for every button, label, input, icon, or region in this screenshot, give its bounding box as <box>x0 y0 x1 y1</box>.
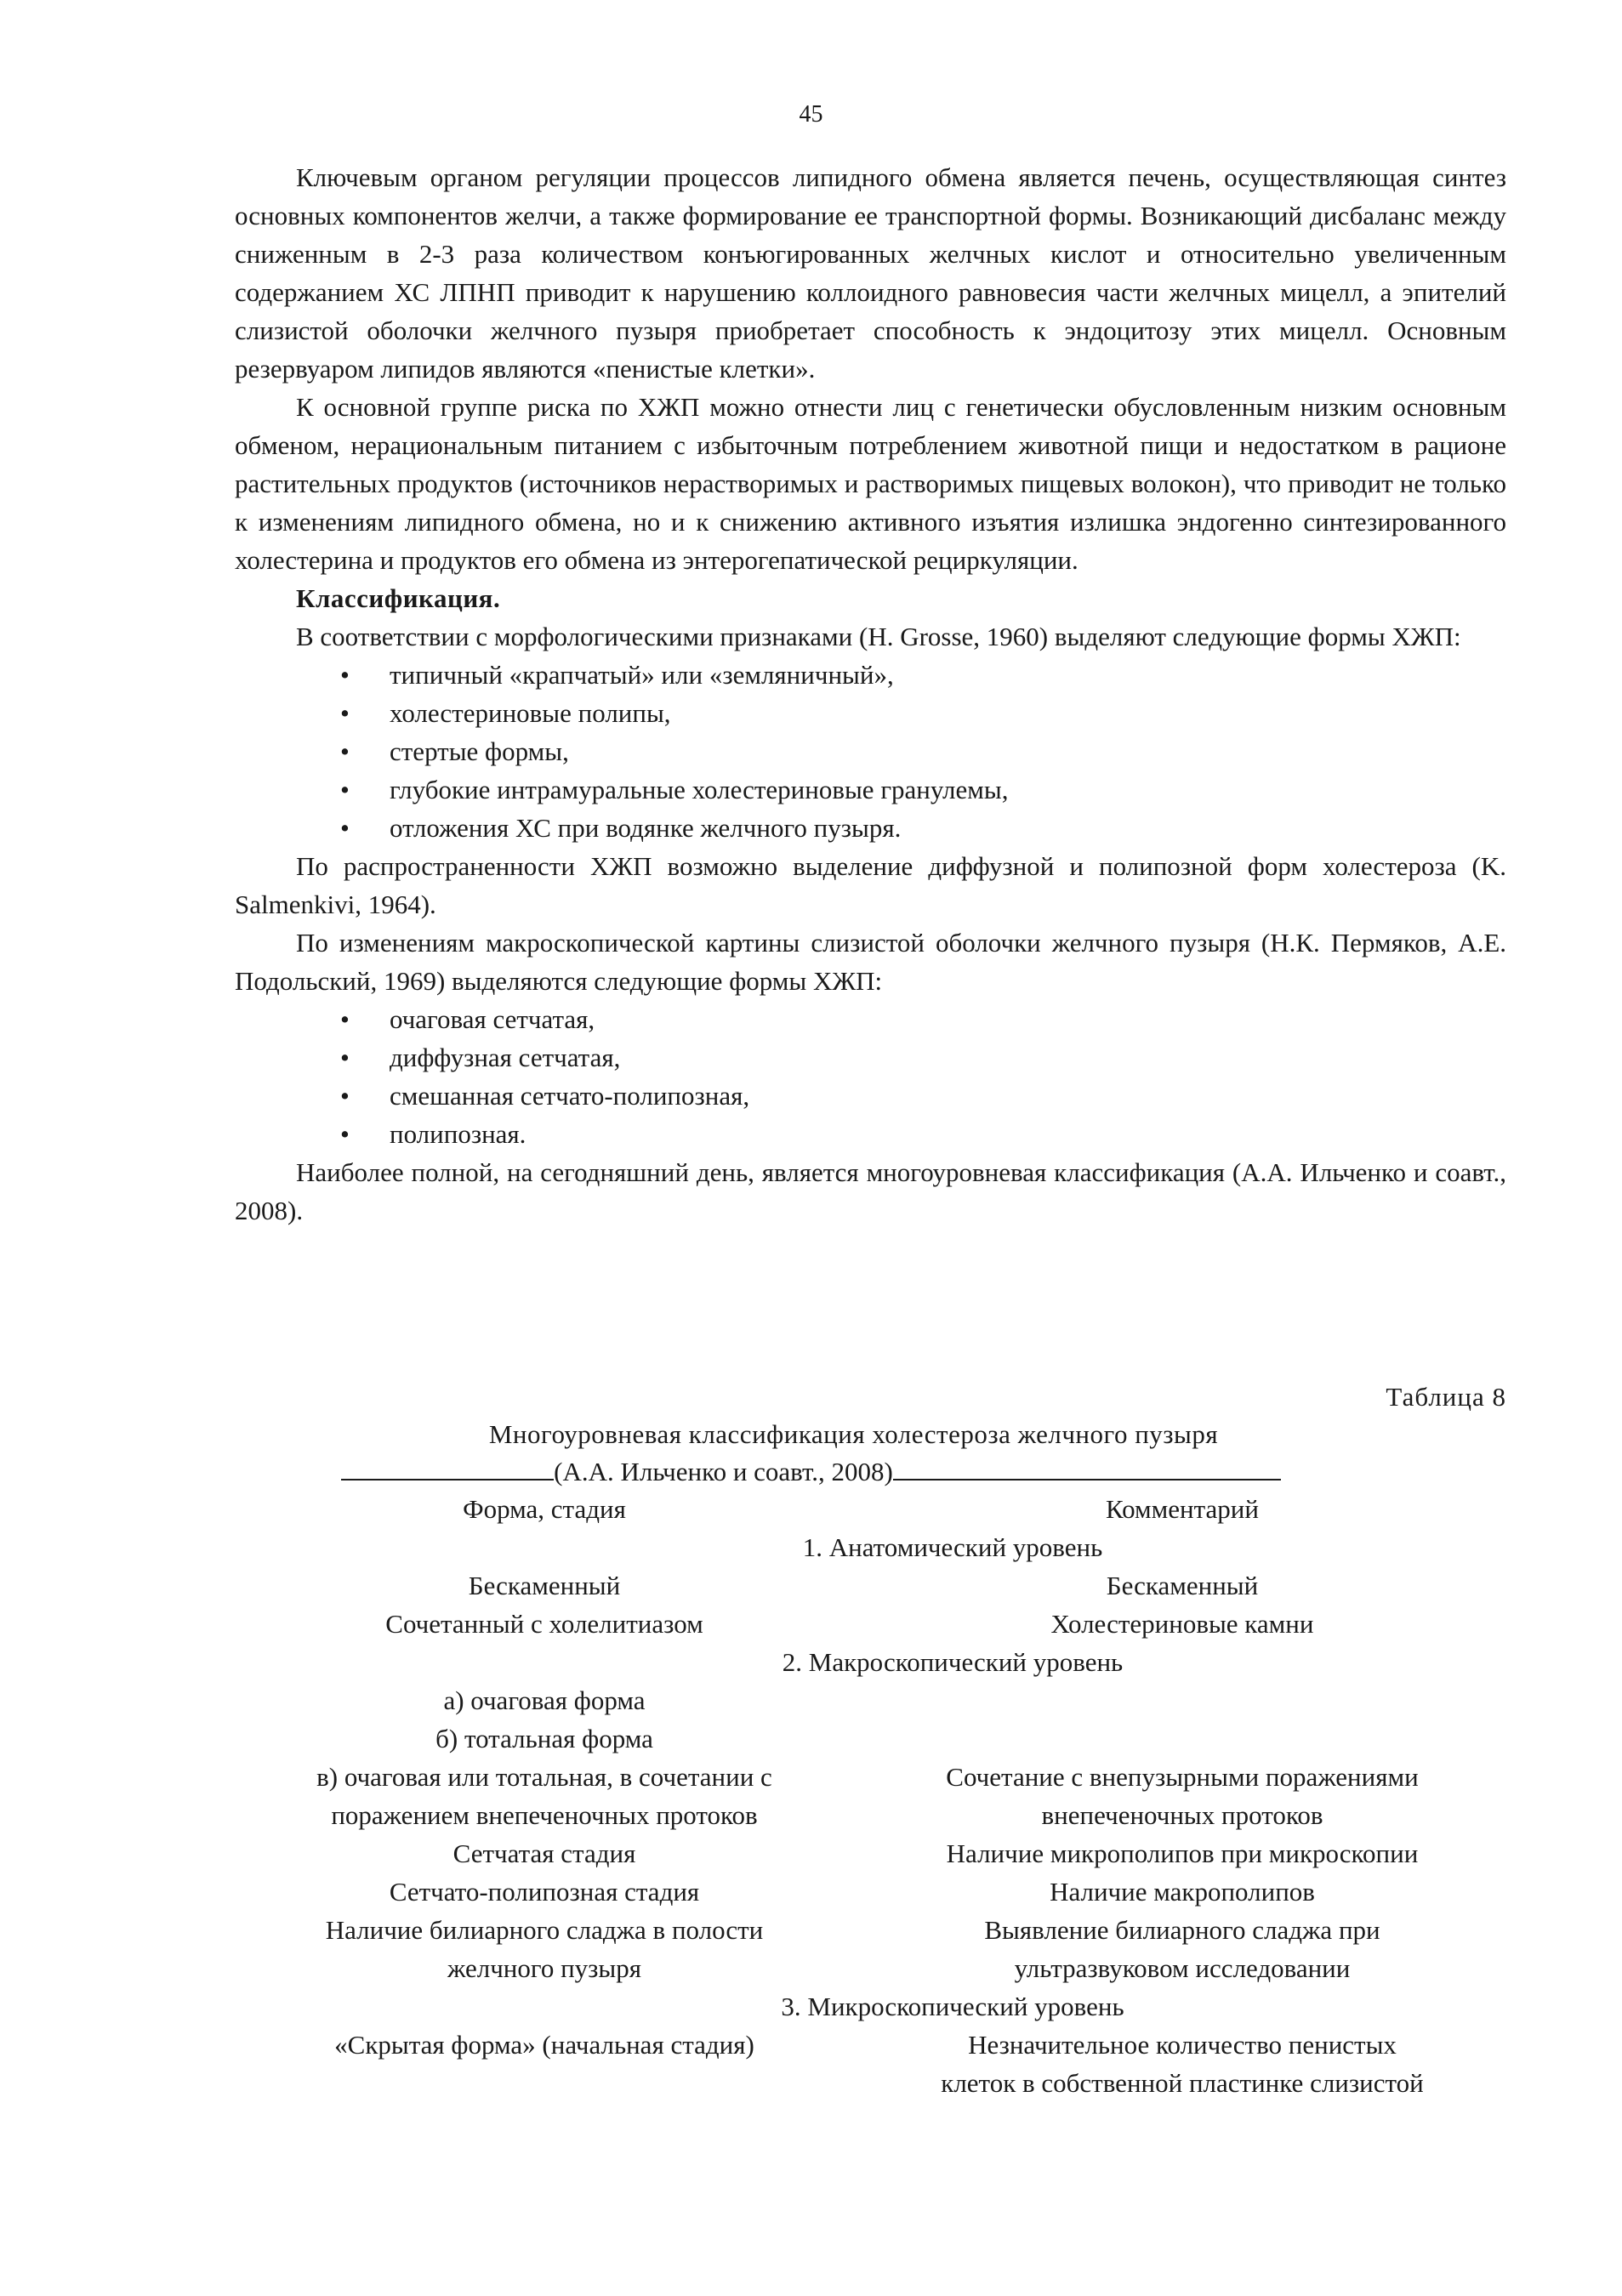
cell-line: поражением внепеченочных протоков <box>331 1800 758 1830</box>
cell-line: в) очаговая или тотальная, в сочетании с <box>316 1762 772 1792</box>
table-title: Многоуровневая классификация холестероза желчного пузыря <box>488 1419 1219 1449</box>
paragraph-salmenkivi: По распространенности ХЖП возможно выделение диффузной и полипозной форм холестероза (K. Salmenkivi, 1964). <box>235 851 1506 919</box>
table-row <box>255 1911 1531 1987</box>
paragraph-ilchenko: Наиболее полной, на сегодняшний день, является многоуровневая классификация (А.А. Ильченко и соавт., 2008). <box>235 1157 1506 1225</box>
table-cell: Сетчато-полипозная стадия <box>389 1877 700 1907</box>
table-header-row <box>255 1490 1531 1528</box>
list-item: • диффузная сетчатая, <box>340 1038 1506 1077</box>
table-row <box>255 1719 1531 1758</box>
table-cell: Наличие микрополипов при микроскопии <box>946 1839 1419 1868</box>
cell-line: Выявление билиарного сладжа при <box>984 1915 1380 1945</box>
heading-classification: Классификация. <box>296 583 501 613</box>
table-row <box>255 1605 1531 1643</box>
list-item: • типичный «крапчатый» или «земляничный», <box>340 656 1506 694</box>
table-cell: б) тотальная форма <box>435 1724 653 1753</box>
table-cell: «Скрытая форма» (начальная стадия) <box>334 2030 754 2060</box>
table-row <box>255 1566 1531 1605</box>
list-item: • смешанная сетчато-полипозная, <box>340 1077 1506 1115</box>
underline-rule-right <box>893 1453 1281 1480</box>
table-cell: Холестериновые камни <box>1050 1609 1314 1639</box>
page-number: 45 <box>799 101 823 128</box>
table-cell <box>834 1681 1531 1719</box>
table-row <box>255 1873 1531 1911</box>
table-row <box>255 1834 1531 1873</box>
header-left: Форма, стадия <box>463 1494 626 1524</box>
list-grosse-forms <box>235 656 1506 847</box>
paragraph-liver-regulation: Ключевым органом регуляции процессов липидного обмена является печень, осуществляющая синтез основных компонентов желчи, а также формирование ее транспортной формы. Возникающий дисбаланс между сниженным в 2-3 раза количеством конъюгированных желчных кислот и относительно увеличенным содержанием ХС ЛПНП приводит к нарушению коллоидного равновесия части желчных мицелл, а эпителий слизистой оболочки желчного пузыря приобретает способность к эндоцитозу этих мицелл. Основным резервуаром липидов являются «пенистые клетки». <box>235 162 1506 384</box>
table-cell <box>255 1758 834 1834</box>
section-microscopic: 3. Микроскопический уровень <box>781 1992 1124 2021</box>
table-cell <box>255 1911 834 1987</box>
table-subtitle-line <box>0 1452 1622 1491</box>
cell-line: желчного пузыря <box>447 1953 642 1983</box>
cell-line: внепеченочных протоков <box>1041 1800 1323 1830</box>
cell-line: Сочетание с внепузырными поражениями <box>946 1762 1419 1792</box>
classification-table <box>255 1490 1531 2102</box>
table-cell: Бескаменный <box>1106 1571 1259 1600</box>
table-cell: Сетчатая стадия <box>452 1839 636 1868</box>
cell-line: Незначительное количество пенистых <box>968 2030 1397 2060</box>
table-cell: а) очаговая форма <box>443 1685 646 1715</box>
table-cell: Бескаменный <box>468 1571 621 1600</box>
list-item: • отложения ХС при водянке желчного пузыря. <box>340 809 1506 847</box>
table-cell <box>834 2026 1531 2102</box>
list-item: • холестериновые полипы, <box>340 694 1506 732</box>
section-anatomical: 1. Анатомический уровень <box>802 1532 1103 1562</box>
paragraph-grosse: В соответствии с морфологическими признаками (H. Grosse, 1960) выделяют следующие формы ХЖП: <box>296 622 1461 651</box>
table-cell <box>834 1911 1531 1987</box>
header-right: Комментарий <box>1106 1494 1259 1524</box>
table-subtitle: (А.А. Ильченко и соавт., 2008) <box>554 1457 893 1486</box>
list-item: • очаговая сетчатая, <box>340 1000 1506 1038</box>
table-cell <box>834 1719 1531 1758</box>
table-row <box>255 1681 1531 1719</box>
list-item: • полипозная. <box>340 1115 1506 1153</box>
table-row <box>255 1758 1531 1834</box>
section-macroscopic: 2. Макроскопический уровень <box>782 1647 1124 1677</box>
cell-line: Наличие билиарного сладжа в полости <box>325 1915 764 1945</box>
table-row <box>255 2026 1531 2102</box>
paragraph-risk-group: К основной группе риска по ХЖП можно отнести лиц с генетически обусловленным низким основным обменом, нерациональным питанием с избыточным потреблением животной пищи и недостатком в рационе растительных продуктов (источников нерастворимых и растворимых пищевых волокон), что приводит не только к изменениям липидного обмена, но и к снижению активного изъятия излишка эндогенно синтезированного холестерина и продуктов его обмена из энтерогепатической рециркуляции. <box>235 392 1506 575</box>
list-item: • глубокие интрамуральные холестериновые гранулемы, <box>340 770 1506 809</box>
underline-rule-left <box>341 1453 554 1480</box>
cell-line: клеток в собственной пластинке слизистой <box>941 2068 1424 2098</box>
body-text <box>235 158 1506 1230</box>
table-cell: Наличие макрополипов <box>1050 1877 1315 1907</box>
table-label: Таблица 8 <box>1386 1382 1506 1412</box>
table-cell: Сочетанный с холелитиазом <box>385 1609 703 1639</box>
table-cell <box>834 1758 1531 1834</box>
paragraph-permyakov: По изменениям макроскопической картины слизистой оболочки желчного пузыря (Н.К. Пермяков, А.Е. Подольский, 1969) выделяются следующие формы ХЖП: <box>235 928 1506 996</box>
cell-line: ультразвуковом исследовании <box>1014 1953 1351 1983</box>
list-permyakov-forms <box>235 1000 1506 1153</box>
list-item: • стертые формы, <box>340 732 1506 770</box>
